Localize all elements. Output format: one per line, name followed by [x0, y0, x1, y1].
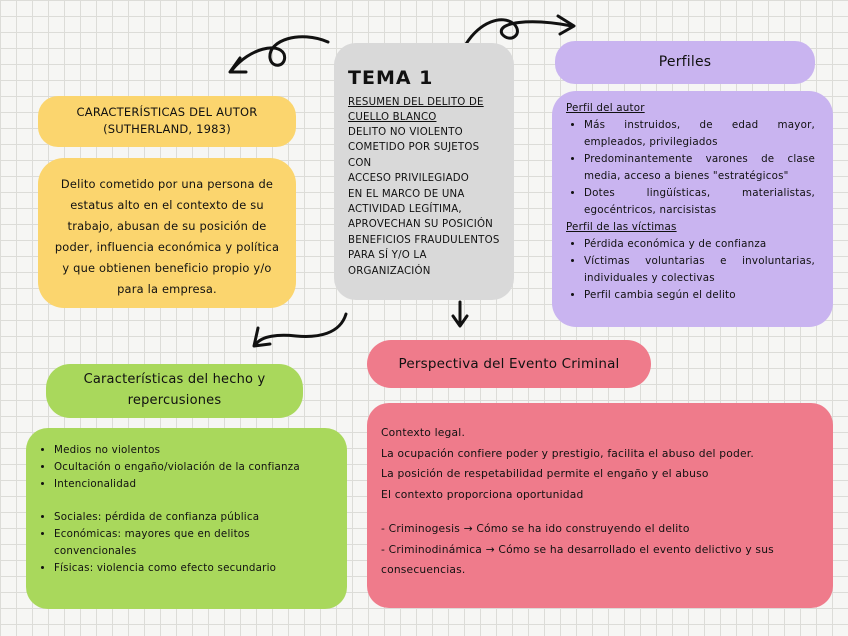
evento-line: - Criminodinámica → Cómo se ha desarrollado el evento delictivo y sus consecuencias.: [381, 542, 774, 576]
arrow-to-hecho: [256, 314, 346, 344]
arrow-to-hecho-head: [254, 328, 270, 346]
author-heading-line: CARACTERÍSTICAS DEL AUTOR: [76, 105, 258, 119]
hecho-features-list: [36, 442, 335, 493]
topic-definition-line: ORGANIZACIÓN: [348, 265, 431, 277]
perfiles-body-box: [552, 91, 833, 327]
topic-definition-line: COMETIDO POR SUJETOS CON: [348, 142, 480, 169]
hecho-body-box: [26, 428, 347, 609]
evento-line: - Criminogesis → Cómo se ha ido construyendo el delito: [381, 522, 690, 535]
author-heading-line: (SUTHERLAND, 1983): [103, 122, 231, 136]
topic-subtitle: [348, 95, 502, 125]
topic-definition-line: DELITO NO VIOLENTO: [348, 127, 463, 138]
evento-line: Contexto legal.: [381, 426, 466, 439]
perfil-autor-title: Perfil del autor: [566, 102, 645, 114]
perfil-victimas-list: [566, 236, 815, 304]
arrow-to-author: [232, 37, 328, 70]
topic-definition-line: PARA SÍ Y/O LA: [348, 250, 427, 262]
perfiles-heading-box: [555, 41, 815, 84]
topic-definition-line: ACCESO PRIVILEGIADO: [348, 173, 470, 185]
topic-definition-line: BENEFICIOS FRAUDULENTOS: [348, 234, 500, 246]
author-definition-text: Delito cometido por una persona de estatus alto en el contexto de su trabajo, abusan de su posición de poder, influencia económica y política y que obtienen beneficio propio y/o para la empresa.: [54, 177, 280, 296]
topic-title: TEMA 1: [348, 67, 434, 89]
hecho-heading: Características del hecho y repercusiones: [83, 372, 266, 408]
list-item: • Ocultación o engaño/violación de la confianza: [54, 459, 335, 476]
topic-definition: [348, 125, 502, 279]
list-item: • Predominantemente varones de clase media, acceso a bienes "estratégicos": [584, 151, 815, 185]
arrow-to-perfiles: [466, 20, 572, 44]
topic-subtitle-line: RESUMEN DEL DELITO DE: [348, 97, 484, 108]
topic-definition-line: APROVECHAN SU POSICIÓN: [348, 219, 493, 231]
list-item: • Sociales: pérdida de confianza pública: [54, 509, 335, 526]
list-item: • Intencionalidad: [54, 476, 335, 493]
evento-heading: Perspectiva del Evento Criminal: [398, 356, 620, 372]
evento-heading-box: [367, 340, 651, 388]
list-item: • Víctimas voluntarias e involuntarias, individuales y colectivas: [584, 253, 815, 287]
arrow-to-evento-head: [453, 316, 467, 326]
perfil-autor-list: [566, 117, 815, 219]
hecho-repercussions-list: [36, 509, 335, 577]
topic-subtitle-line: CUELLO BLANCO: [348, 112, 437, 123]
list-item: • Pérdida económica y de confianza: [584, 236, 815, 253]
arrow-to-author-head: [230, 58, 246, 72]
topic-definition-line: EN EL MARCO DE UNA: [348, 188, 465, 200]
list-item: • Dotes lingüísticas, materialistas, egocéntricos, narcisistas: [584, 185, 815, 219]
spacer: [381, 505, 819, 519]
evento-line: La ocupación confiere poder y prestigio, facilita el abuso del poder.: [381, 446, 754, 460]
author-heading-box: [38, 96, 296, 147]
list-item: • Económicas: mayores que en delitos convencionales: [54, 526, 335, 560]
evento-body-box: [367, 403, 833, 608]
evento-line: La posición de respetabilidad permite el engaño y el abuso: [381, 467, 709, 480]
perfil-victimas-title: Perfil de las víctimas: [566, 221, 677, 233]
list-item: • Medios no violentos: [54, 442, 335, 459]
list-item: • Más instruidos, de edad mayor, empleados, privilegiados: [584, 117, 815, 151]
list-item: • Perfil cambia según el delito: [584, 287, 815, 304]
list-item: • Físicas: violencia como efecto secundario: [54, 560, 335, 577]
arrow-to-perfiles-head: [558, 16, 574, 34]
hecho-heading-box: [46, 364, 303, 418]
perfiles-heading: Perfiles: [658, 54, 712, 70]
central-topic-box: [334, 43, 514, 300]
topic-definition-line: ACTIVIDAD LEGÍTIMA,: [348, 204, 462, 216]
evento-line: El contexto proporciona oportunidad: [381, 487, 584, 501]
author-definition-box: [38, 158, 296, 308]
